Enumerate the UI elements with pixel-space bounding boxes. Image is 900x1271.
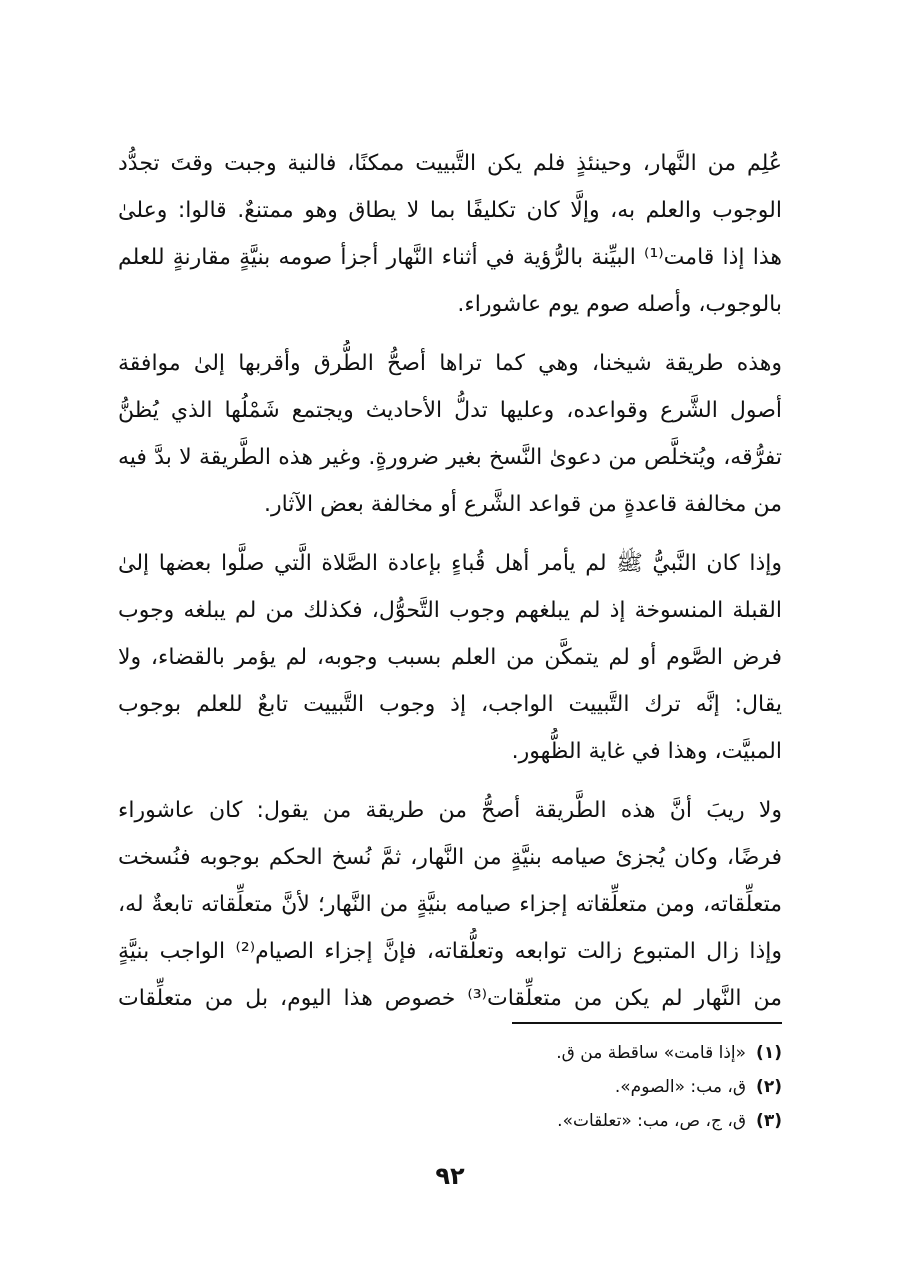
paragraph-2 bbox=[118, 340, 782, 528]
footnote-3 bbox=[300, 1104, 782, 1138]
text-line: يقال: إنَّه ترك التَّبييت الواجب، إذ وجوب التَّبييت تابعٌ للعلم بوجوب bbox=[118, 692, 782, 717]
page-number: ٩٢ bbox=[435, 1162, 465, 1190]
footnote-divider bbox=[512, 1022, 782, 1024]
text-line: المبيَّت، وهذا في غاية الظُّهور. bbox=[511, 739, 782, 764]
main-text bbox=[118, 140, 782, 1022]
paragraph-4 bbox=[118, 787, 782, 1022]
text-line: وهذه طريقة شيخنا، وهي كما تراها أصحُّ الطُّرق وأقربها إلىٰ موافقة bbox=[118, 351, 782, 376]
text-line: هذا إذا قامت⁽¹⁾ البيِّنة بالرُّؤية في أثناء النَّهار أجزأ صومه بنيَّةٍ مقارنةٍ للعلم bbox=[118, 245, 782, 270]
text-line: القبلة المنسوخة إذ لم يبلغهم وجوب التَّحوُّل، فكذلك من لم يبلغه وجوب bbox=[118, 598, 782, 623]
text-line: أصول الشَّرع وقواعده، وعليها تدلُّ الأحاديث ويجتمع شَمْلُها الذي يُظنُّ bbox=[118, 398, 782, 423]
text-line: من النَّهار لم يكن من متعلِّقات⁽³⁾ خصوص هذا اليوم، بل من متعلِّقات bbox=[118, 986, 782, 1011]
text-line: فرضًا، وكان يُجزئ صيامه بنيَّةٍ من النَّهار، ثمَّ نُسخ الحكم بوجوبه فنُسخت bbox=[118, 845, 782, 870]
footnote-text: ق، مب: «الصوم». bbox=[614, 1077, 747, 1097]
footnote-marker: (٣) bbox=[756, 1111, 782, 1131]
footnote-text: ق، ج، ص، مب: «تعلقات». bbox=[557, 1111, 747, 1131]
paragraph-3 bbox=[118, 540, 782, 775]
text-line: بالوجوب، وأصله صوم يوم عاشوراء. bbox=[457, 292, 782, 317]
text-line: فرض الصَّوم أو لم يتمكَّن من العلم بسبب وجوبه، لم يؤمر بالقضاء، ولا bbox=[118, 645, 782, 670]
text-line: وإذا كان النَّبيُّ ﷺ لم يأمر أهل قُباءٍ بإعادة الصَّلاة الَّتي صلَّوا بعضها إلىٰ bbox=[118, 551, 782, 576]
paragraph-1 bbox=[118, 140, 782, 328]
footnote-marker: (٢) bbox=[756, 1077, 782, 1097]
text-line: عُلِم من النَّهار، وحينئذٍ فلم يكن التَّبييت ممكنًا، فالنية وجبت وقتَ تجدُّد bbox=[118, 151, 782, 176]
footnote-2 bbox=[300, 1070, 782, 1104]
text-line: الوجوب والعلم به، وإلَّا كان تكليفًا بما لا يطاق وهو ممتنعٌ. قالوا: وعلىٰ bbox=[118, 198, 782, 223]
footnote-1 bbox=[300, 1036, 782, 1070]
text-line: ولا ريبَ أنَّ هذه الطَّريقة أصحُّ من طريقة من يقول: كان عاشوراء bbox=[118, 798, 782, 823]
footnote-marker: (١) bbox=[756, 1043, 782, 1063]
footnotes bbox=[300, 1036, 782, 1138]
text-line: وإذا زال المتبوع زالت توابعه وتعلُّقاته، فإنَّ إجزاء الصيام⁽²⁾ الواجب بنيَّةٍ bbox=[118, 939, 782, 964]
text-line: تفرُّقه، ويُتخلَّص من دعوىٰ النَّسخ بغير ضرورةٍ. وغير هذه الطَّريقة لا بدَّ فيه bbox=[118, 445, 782, 470]
text-line: متعلِّقاته، ومن متعلِّقاته إجزاء صيامه بنيَّةٍ من النَّهار؛ لأنَّ متعلِّقاته تابعةٌ له، bbox=[118, 892, 782, 917]
footnote-text: «إذا قامت» ساقطة من ق. bbox=[556, 1043, 747, 1063]
text-line: من مخالفة قاعدةٍ من قواعد الشَّرع أو مخالفة بعض الآثار. bbox=[264, 492, 782, 517]
